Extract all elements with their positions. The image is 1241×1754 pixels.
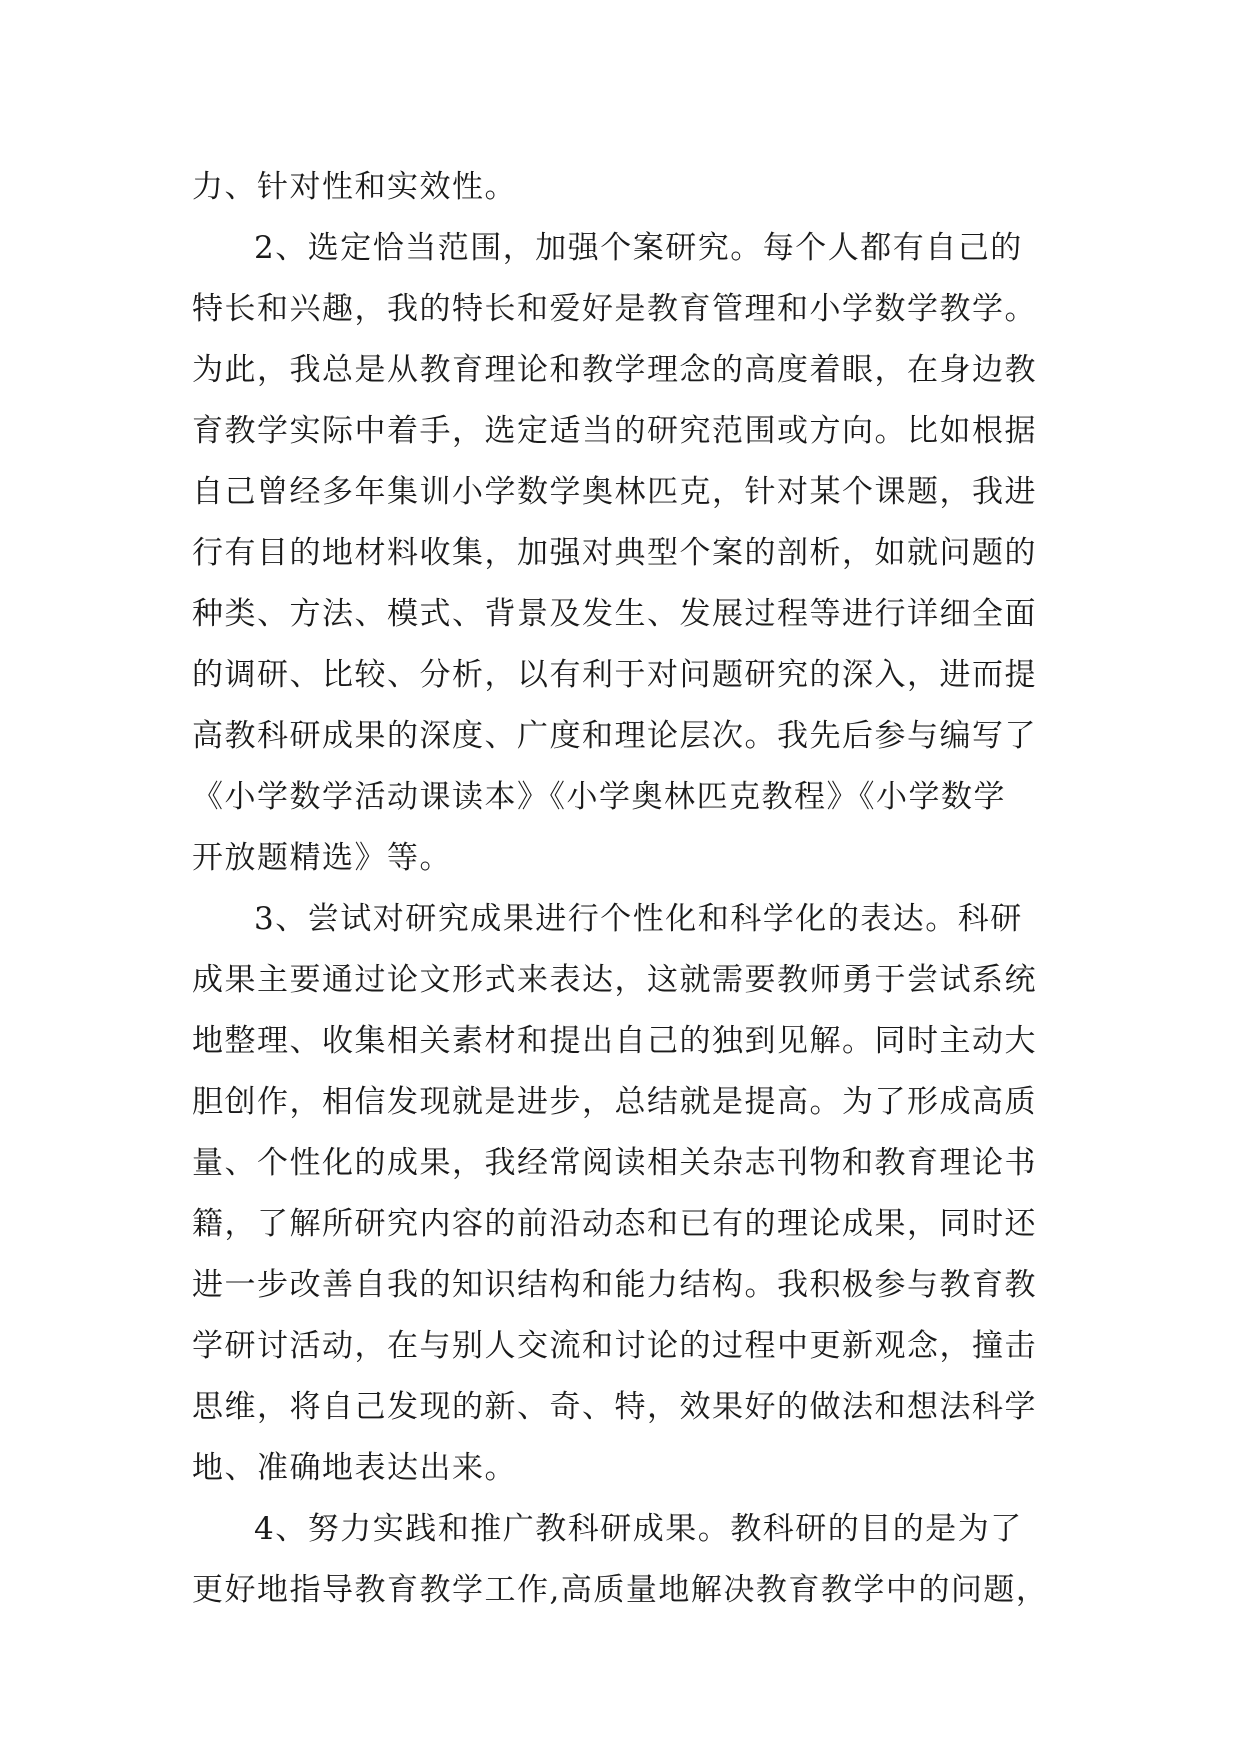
text-line: 地、准确地表达出来。 (192, 1450, 517, 1486)
text-line: 《小学数学活动课读本》《小学奥林匹克教程》《小学数学 (192, 779, 1006, 815)
text-line: 思维，将自己发现的新、奇、特，效果好的做法和想法科学 (192, 1389, 1037, 1425)
paragraph-3-start: 3、尝试对研究成果进行个性化和科学化的表达。科研 (254, 901, 1023, 937)
text-line: 地整理、收集相关素材和提出自己的独到见解。同时主动大 (192, 1023, 1037, 1059)
text-line: 量、个性化的成果，我经常阅读相关杂志刊物和教育理论书 (192, 1145, 1037, 1181)
paragraph-4-start: 4、努力实践和推广教科研成果。教科研的目的是为了 (254, 1511, 1023, 1547)
text-line: 自己曾经多年集训小学数学奥林匹克，针对某个课题，我进 (192, 474, 1037, 510)
text-line: 为此，我总是从教育理论和教学理念的高度着眼，在身边教 (192, 352, 1037, 388)
text-line: 进一步改善自我的知识结构和能力结构。我积极参与教育教 (192, 1267, 1037, 1303)
text-line: 更好地指导教育教学工作,高质量地解决教育教学中的问题， (192, 1572, 1049, 1608)
text-line: 胆创作，相信发现就是进步，总结就是提高。为了形成高质 (192, 1084, 1037, 1120)
paragraph-2-start: 2、选定恰当范围，加强个案研究。每个人都有自己的 (254, 230, 1023, 266)
text-line: 育教学实际中着手，选定适当的研究范围或方向。比如根据 (192, 413, 1037, 449)
text-line: 学研讨活动，在与别人交流和讨论的过程中更新观念，撞击 (192, 1328, 1037, 1364)
text-line: 种类、方法、模式、背景及发生、发展过程等进行详细全面 (192, 596, 1037, 632)
text-line: 力、针对性和实效性。 (192, 169, 517, 205)
text-line: 开放题精选》等。 (192, 840, 452, 876)
text-line: 籍，了解所研究内容的前沿动态和已有的理论成果，同时还 (192, 1206, 1037, 1242)
text-line: 的调研、比较、分析，以有利于对问题研究的深入，进而提 (192, 657, 1037, 693)
text-line: 行有目的地材料收集，加强对典型个案的剖析，如就问题的 (192, 535, 1037, 571)
text-line: 特长和兴趣，我的特长和爱好是教育管理和小学数学教学。 (192, 291, 1037, 327)
text-line: 成果主要通过论文形式来表达，这就需要教师勇于尝试系统 (192, 962, 1037, 998)
document-body (192, 157, 1052, 1621)
text-line: 高教科研成果的深度、广度和理论层次。我先后参与编写了 (192, 718, 1037, 754)
